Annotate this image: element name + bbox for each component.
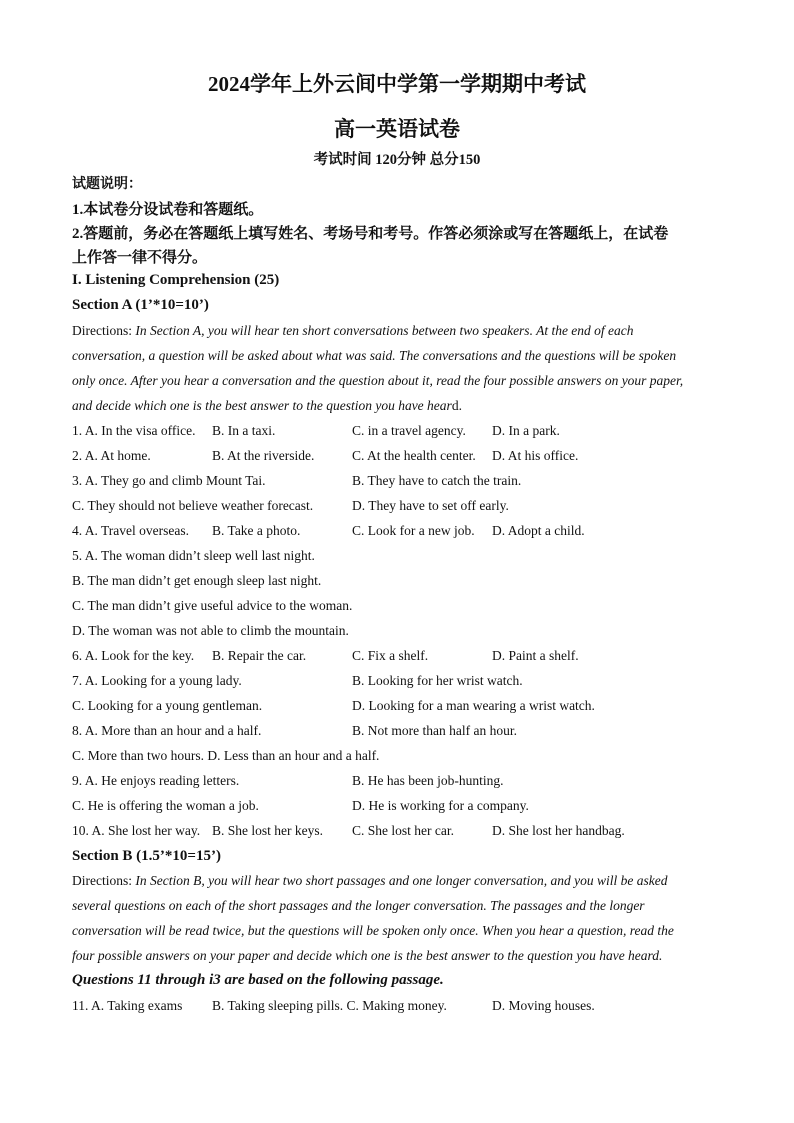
instruction-item-2-line-1: 2.答题前，务必在答题纸上填写姓名、考场号和考号。作答必须涂或写在答题纸上，在试卷 <box>72 226 669 242</box>
directions-text: and decide which one is the best answer to the question you have hear <box>72 398 452 413</box>
directions-text: conversation, a question will be asked about what was said. The conversations and the questions will be spoken <box>72 348 677 363</box>
q8-option-c-d: C. More than two hours. D. Less than an hour and a half. <box>72 748 380 763</box>
q7-option-d: D. Looking for a man wearing a wrist watch. <box>352 698 595 713</box>
q4-option-d: D. Adopt a child. <box>492 523 585 538</box>
q4-option-a: 4. A. Travel overseas. <box>72 523 189 538</box>
directions-text: four possible answers on your paper and decide which one is the best answer to the question you have heard. <box>72 948 663 963</box>
instruction-item-1: 1.本试卷分设试卷和答题纸。 <box>72 202 264 218</box>
exam-subtitle: 高一英语试卷 <box>334 117 460 141</box>
section-a-directions-line-2 <box>72 348 676 364</box>
q1-option-a: 1. A. In the visa office. <box>72 423 196 438</box>
q9-option-b: B. He has been job-hunting. <box>352 773 504 788</box>
q5-option-a: 5. A. The woman didn’t sleep well last night. <box>72 548 315 563</box>
q3-option-d: D. They have to set off early. <box>352 498 509 513</box>
directions-label: Directions: <box>72 323 136 338</box>
section-b-directions-line-4 <box>72 948 662 964</box>
q9-option-a: 9. A. He enjoys reading letters. <box>72 773 240 788</box>
q10-option-a: 10. A. She lost her way. <box>72 823 201 838</box>
instructions-heading: 试题说明： <box>72 177 142 192</box>
q4-option-b: B. Take a photo. <box>212 523 301 538</box>
q9-option-c: C. He is offering the woman a job. <box>72 798 259 813</box>
q5-option-c: C. The man didn’t give useful advice to the woman. <box>72 598 353 613</box>
q8-option-b: B. Not more than half an hour. <box>352 723 517 738</box>
q10-option-b: B. She lost her keys. <box>212 823 323 838</box>
q6-option-b: B. Repair the car. <box>212 648 307 663</box>
q7-option-a: 7. A. Looking for a young lady. <box>72 673 242 688</box>
exam-title: 2024学年上外云间中学第一学期期中考试 <box>208 72 586 96</box>
section-b-directions-line-2 <box>72 898 645 914</box>
section-a-directions-line-1 <box>72 323 634 339</box>
q1-option-d: D. In a park. <box>492 423 560 438</box>
directions-text: In Section A, you will hear ten short conversations between two speakers. At the end of each <box>135 323 634 338</box>
q2-option-b: B. At the riverside. <box>212 448 315 463</box>
passage-heading: Questions 11 through i3 are based on the following passage. <box>72 972 444 988</box>
instruction-item-2-line-2: 上作答一律不得分。 <box>72 250 208 266</box>
directions-text: several questions on each of the short passages and the longer conversation. The passages and the longer <box>72 898 645 913</box>
directions-tail: d. <box>451 398 462 413</box>
q2-option-a: 2. A. At home. <box>72 448 151 463</box>
q3-option-c: C. They should not believe weather forecast. <box>72 498 314 513</box>
part-1-heading: I. Listening Comprehension (25) <box>72 272 280 288</box>
q3-option-a: 3. A. They go and climb Mount Tai. <box>72 473 266 488</box>
q11-option-d: D. Moving houses. <box>492 998 595 1013</box>
q7-option-c: C. Looking for a young gentleman. <box>72 698 263 713</box>
directions-label: Directions: <box>72 873 136 888</box>
section-b-heading: Section B (1.5’*10=15’) <box>72 848 221 864</box>
section-b-directions-line-3 <box>72 923 674 939</box>
q11-option-b-c: B. Taking sleeping pills. C. Making money. <box>212 998 447 1013</box>
q3-option-b: B. They have to catch the train. <box>352 473 522 488</box>
q7-option-b: B. Looking for her wrist watch. <box>352 673 523 688</box>
q1-option-b: B. In a taxi. <box>212 423 276 438</box>
q9-option-d: D. He is working for a company. <box>352 798 529 813</box>
q1-option-c: C. in a travel agency. <box>352 423 466 438</box>
directions-text: In Section B, you will hear two short passages and one longer conversation, and you will be asked <box>135 873 668 888</box>
directions-text: only once. After you hear a conversation and the question about it, read the four possible answers on your paper, <box>72 373 684 388</box>
section-a-directions-line-4 <box>72 398 462 414</box>
q5-option-b: B. The man didn’t get enough sleep last night. <box>72 573 322 588</box>
q10-option-c: C. She lost her car. <box>352 823 454 838</box>
section-a-directions-line-3 <box>72 373 683 389</box>
q10-option-d: D. She lost her handbag. <box>492 823 625 838</box>
q5-option-d: D. The woman was not able to climb the mountain. <box>72 623 349 638</box>
exam-info: 考试时间 120分钟 总分150 <box>313 152 481 168</box>
q4-option-c: C. Look for a new job. <box>352 523 475 538</box>
section-a-heading: Section A (1’*10=10’) <box>72 297 209 313</box>
q6-option-a: 6. A. Look for the key. <box>72 648 195 663</box>
section-b-directions-line-1 <box>72 873 667 889</box>
q2-option-d: D. At his office. <box>492 448 579 463</box>
q2-option-c: C. At the health center. <box>352 448 476 463</box>
q6-option-d: D. Paint a shelf. <box>492 648 579 663</box>
directions-text: conversation will be read twice, but the questions will be spoken only once. When you hear a question, read the <box>72 923 674 938</box>
q6-option-c: C. Fix a shelf. <box>352 648 429 663</box>
q8-option-a: 8. A. More than an hour and a half. <box>72 723 262 738</box>
q11-option-a: 11. A. Taking exams <box>72 998 183 1013</box>
